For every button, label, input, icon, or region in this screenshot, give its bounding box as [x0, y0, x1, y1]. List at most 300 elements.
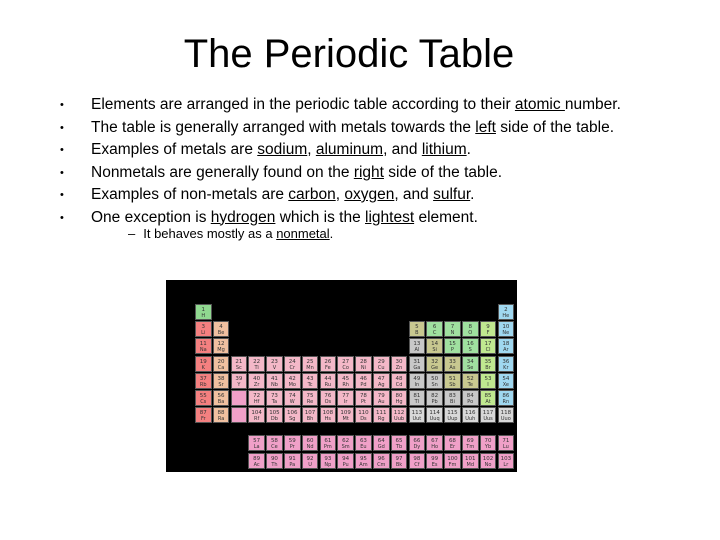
atomic-number: 39 [235, 375, 243, 382]
atomic-number: 25 [306, 358, 314, 365]
atomic-number: 82 [431, 393, 439, 399]
atomic-number: 40 [253, 375, 261, 382]
atomic-number: 74 [288, 393, 296, 399]
atomic-number: 75 [306, 393, 314, 399]
element-symbol: Mo [288, 381, 296, 388]
atomic-number: 70 [484, 438, 492, 445]
atomic-number: 32 [431, 358, 439, 365]
element-cell-p [444, 338, 461, 354]
element-cell-uuo [498, 407, 515, 423]
atomic-number: 94 [342, 455, 350, 462]
element-symbol: In [414, 381, 420, 388]
sub-bullet-marker: – [128, 226, 136, 241]
element-symbol: Ce [271, 444, 278, 451]
element-symbol: W [289, 399, 295, 405]
element-symbol: Rn [502, 399, 510, 405]
element-cell-zr [248, 373, 265, 389]
element-symbol: Ne [502, 330, 510, 337]
bullet-item [0, 117, 720, 139]
atomic-number: 95 [359, 455, 367, 462]
element-cell-cr [284, 356, 301, 372]
element-symbol: V [272, 364, 277, 371]
element-symbol: As [449, 364, 456, 371]
element-cell-be [213, 321, 230, 337]
element-cell-rh [337, 373, 354, 389]
element-symbol: Pu [342, 461, 349, 468]
atomic-number: 85 [484, 393, 492, 399]
atomic-number: 55 [199, 393, 207, 399]
atomic-number: 49 [413, 375, 421, 382]
element-cell-pd [355, 373, 372, 389]
element-cell-o [462, 321, 479, 337]
element-cell-uut [409, 407, 426, 423]
atomic-number: 106 [287, 410, 298, 417]
element-symbol: Fm [448, 461, 457, 468]
element-cell-tl [409, 390, 426, 406]
element-cell-dy [409, 435, 426, 451]
element-cell-eu [355, 435, 372, 451]
atomic-number: 38 [217, 375, 225, 382]
element-cell-xe [498, 373, 515, 389]
element-cell-rg [373, 407, 390, 423]
element-symbol: C [432, 330, 437, 337]
atomic-number: 110 [358, 410, 369, 417]
element-symbol: Cl [485, 347, 491, 354]
element-symbol: Y [237, 381, 241, 388]
element-cell-po [462, 390, 479, 406]
element-symbol: Am [359, 461, 368, 468]
element-symbol: Kr [503, 364, 509, 371]
text-segment: side of the table. [495, 118, 615, 136]
text-segment: . [470, 186, 475, 203]
element-symbol: Pb [431, 399, 438, 405]
element-symbol: Tb [395, 444, 403, 451]
bullet-marker: • [60, 211, 64, 224]
atomic-number: 19 [199, 358, 207, 365]
element-cell-ce [266, 435, 283, 451]
element-cell-uus [480, 407, 497, 423]
atomic-number: 59 [288, 438, 296, 445]
element-cell-ra [213, 407, 230, 423]
element-cell-mg [213, 338, 230, 354]
element-cell-cm [373, 453, 390, 469]
atomic-number: 86 [502, 393, 510, 399]
element-cell-v [266, 356, 283, 372]
bullet-item [0, 162, 720, 184]
element-symbol: Cm [377, 461, 386, 468]
atomic-number: 9 [486, 324, 490, 331]
underlined-term: left [475, 118, 496, 136]
element-symbol: Uuh [465, 416, 476, 423]
atomic-number: 20 [217, 358, 225, 365]
element-cell-lu [498, 435, 515, 451]
atomic-number: 72 [253, 393, 261, 399]
element-cell-ca [213, 356, 230, 372]
atomic-number: 58 [270, 438, 278, 445]
element-symbol: Po [467, 399, 474, 405]
element-symbol: Te [467, 381, 473, 388]
underlined-term: nonmetal [276, 226, 330, 241]
atomic-number: 78 [359, 393, 367, 399]
atomic-number: 63 [359, 438, 367, 445]
element-cell-at [480, 390, 497, 406]
atomic-number: 99 [431, 455, 439, 462]
element-symbol: Pm [323, 444, 332, 451]
element-symbol: Sb [449, 381, 456, 388]
atomic-number: 71 [502, 438, 510, 445]
atomic-number: 62 [342, 438, 350, 445]
atomic-number: 3 [201, 324, 205, 331]
element-cell-cs [195, 390, 212, 406]
element-symbol: Sm [341, 444, 350, 451]
atomic-number: 34 [466, 358, 474, 365]
element-cell-sc [231, 356, 248, 372]
element-symbol: Eu [360, 444, 367, 451]
element-symbol: Rb [199, 381, 207, 388]
element-cell-y [231, 373, 248, 389]
element-symbol: Mt [342, 416, 349, 423]
element-cell-pt [355, 390, 372, 406]
atomic-number: 109 [340, 410, 351, 417]
element-symbol: Se [467, 364, 474, 371]
element-symbol: B [415, 330, 419, 337]
element-cell-w [284, 390, 301, 406]
element-cell-os [320, 390, 337, 406]
element-cell-cl [480, 338, 497, 354]
element-cell-tm [462, 435, 479, 451]
element-symbol: Np [324, 461, 332, 468]
atomic-number: 102 [482, 455, 494, 462]
element-symbol: Bh [306, 416, 314, 423]
bullet-marker: • [60, 99, 64, 111]
atomic-number: 111 [376, 410, 387, 417]
element-cell-sb [444, 373, 461, 389]
element-symbol: Tl [414, 399, 420, 405]
atomic-number: 4 [219, 324, 223, 331]
atomic-number: 33 [448, 358, 456, 365]
element-symbol: Al [414, 347, 420, 354]
atomic-number: 108 [322, 410, 334, 417]
element-symbol: Ni [360, 364, 366, 371]
element-cell-hs [320, 407, 337, 423]
element-cell-zn [391, 356, 408, 372]
element-symbol: Fr [200, 416, 206, 423]
element-cell-ru [320, 373, 337, 389]
atomic-number: 37 [199, 375, 207, 382]
element-cell-pr [284, 435, 301, 451]
element-symbol: Uus [483, 416, 493, 423]
text-segment: Elements are arranged in the periodic table according to their [91, 96, 515, 113]
element-symbol: Th [271, 461, 278, 468]
atomic-number: 107 [304, 410, 316, 417]
element-cell-gd [373, 435, 390, 451]
element-symbol: Ga [413, 364, 421, 371]
element-cell-c [426, 321, 443, 337]
atomic-number: 115 [447, 410, 458, 417]
element-symbol: U [308, 461, 312, 468]
atomic-number: 117 [482, 410, 494, 417]
atomic-number: 90 [270, 455, 278, 462]
atomic-number: 113 [411, 410, 423, 417]
element-symbol: Ru [324, 381, 332, 388]
element-symbol: Na [199, 347, 207, 354]
element-cell-s [462, 338, 479, 354]
element-symbol: S [468, 347, 472, 354]
element-cell-br [480, 356, 497, 372]
text-segment: The table is generally arranged with metals towards the [91, 118, 476, 136]
element-cell-ac [248, 453, 265, 469]
atomic-number: 87 [199, 410, 207, 417]
element-cell-li [195, 321, 212, 337]
element-symbol: Lr [503, 461, 509, 468]
underlined-term: hydrogen [210, 208, 276, 226]
underlined-term: lithium [421, 141, 467, 158]
text-segment: One exception is [91, 208, 211, 226]
element-symbol: La [253, 444, 260, 451]
atomic-number: 50 [431, 375, 439, 382]
element-symbol: F [486, 330, 490, 337]
element-cell-pa [284, 453, 301, 469]
text-segment: side of the table. [383, 163, 503, 181]
bullet-marker: • [60, 166, 64, 179]
atomic-number: 44 [324, 375, 332, 382]
bullet-item [0, 139, 720, 161]
element-symbol: Zn [395, 364, 403, 371]
atomic-number: 53 [484, 375, 492, 382]
element-cell-i [480, 373, 497, 389]
atomic-number: 26 [324, 358, 332, 365]
atomic-number: 51 [448, 375, 456, 382]
underlined-term: lightest [365, 208, 415, 226]
element-cell-uup [444, 407, 461, 423]
text-segment: It behaves mostly as a [143, 226, 277, 241]
element-symbol: Fe [325, 364, 331, 371]
underlined-term: aluminum [315, 141, 384, 158]
element-symbol: Pa [289, 461, 296, 468]
atomic-number: 93 [324, 455, 332, 462]
element-cell-pm [320, 435, 337, 451]
atomic-number: 116 [465, 410, 476, 417]
atomic-number: 97 [395, 455, 403, 462]
element-symbol: Ac [253, 461, 260, 468]
atomic-number: 73 [270, 393, 278, 399]
atomic-number: 80 [395, 393, 403, 399]
bullet-marker: • [60, 121, 64, 134]
atomic-number: 42 [288, 375, 296, 382]
element-symbol: Br [485, 364, 491, 371]
element-symbol: Nb [270, 381, 278, 388]
element-cell-bi [444, 390, 461, 406]
atomic-number: 17 [484, 341, 492, 348]
element-symbol: Cu [377, 364, 385, 371]
element-symbol: Ge [431, 364, 439, 371]
element-cell-db [266, 407, 283, 423]
element-symbol: Lu [502, 444, 509, 451]
element-cell-n [444, 321, 461, 337]
atomic-number: 12 [217, 341, 225, 348]
atomic-number: 6 [432, 324, 437, 331]
element-symbol: Ag [377, 381, 385, 388]
element-cell-rf [248, 407, 265, 423]
element-cell-ba [213, 390, 230, 406]
underlined-term: right [353, 163, 384, 181]
element-cell-th [266, 453, 283, 469]
element-symbol: Co [342, 364, 349, 371]
element-symbol: Uuo [500, 416, 511, 423]
atomic-number: 31 [413, 358, 421, 365]
element-cell-si [426, 338, 443, 354]
atomic-number: 91 [288, 455, 296, 462]
element-symbol: Pt [360, 399, 366, 405]
element-symbol: Cf [414, 461, 420, 468]
element-symbol: Rh [342, 381, 349, 388]
element-symbol: Ir [343, 399, 348, 405]
atomic-number: 57 [253, 438, 261, 445]
element-cell-er [444, 435, 461, 451]
element-symbol: Mn [306, 364, 314, 371]
bullet-marker: • [60, 189, 64, 201]
element-cell-am [355, 453, 372, 469]
element-symbol: P [450, 347, 454, 354]
atomic-number: 84 [466, 393, 474, 399]
element-symbol: Os [324, 399, 332, 405]
element-symbol: Ho [431, 444, 439, 451]
text-segment: , and [383, 141, 422, 158]
element-cell-uub [391, 407, 408, 423]
element-symbol: Rf [254, 416, 260, 423]
atomic-number: 66 [413, 438, 421, 445]
element-cell-he [498, 304, 515, 320]
element-cell-se [462, 356, 479, 372]
bullet-text [91, 94, 621, 116]
atomic-number: 14 [431, 341, 439, 348]
atomic-number: 76 [324, 393, 332, 399]
atomic-number: 23 [270, 358, 278, 365]
atomic-number: 8 [468, 324, 472, 331]
element-cell-mn [302, 356, 319, 372]
element-cell-re [302, 390, 319, 406]
text-segment: , [307, 141, 316, 158]
element-symbol: O [468, 330, 473, 337]
element-cell-ni [355, 356, 372, 372]
element-symbol: Tm [466, 444, 475, 451]
element-symbol: Si [432, 347, 437, 354]
element-cell-pb [426, 390, 443, 406]
bullet-text [91, 117, 614, 139]
atomic-number: 28 [359, 358, 367, 365]
series-placeholder-cell [231, 407, 248, 423]
element-cell-ag [373, 373, 390, 389]
element-symbol: Hg [395, 399, 403, 405]
element-symbol: Pr [289, 444, 295, 451]
element-cell-ne [498, 321, 515, 337]
element-cell-ar [498, 338, 515, 354]
atomic-number: 13 [413, 341, 421, 348]
element-cell-nd [302, 435, 319, 451]
element-cell-ir [337, 390, 354, 406]
bullet-marker: • [60, 144, 64, 156]
atomic-number: 2 [504, 307, 508, 313]
atomic-number: 35 [484, 358, 492, 365]
text-segment: Examples of non-metals are [91, 186, 289, 203]
text-segment: , [335, 186, 345, 203]
element-symbol: Uuq [429, 416, 440, 423]
element-symbol: Cr [289, 364, 296, 371]
element-cell-fe [320, 356, 337, 372]
atomic-number: 46 [359, 375, 367, 382]
atomic-number: 105 [269, 410, 280, 417]
element-cell-na [195, 338, 212, 354]
element-symbol: Uub [394, 416, 405, 423]
atomic-number: 7 [450, 324, 455, 331]
element-cell-tc [302, 373, 319, 389]
element-cell-np [320, 453, 337, 469]
element-symbol: I [487, 381, 489, 388]
element-cell-b [409, 321, 426, 337]
atomic-number: 11 [199, 341, 207, 348]
element-cell-u [302, 453, 319, 469]
atomic-number: 52 [466, 375, 474, 382]
atomic-number: 45 [342, 375, 350, 382]
element-cell-es [426, 453, 443, 469]
element-symbol: Re [306, 399, 314, 405]
atomic-number: 1 [201, 307, 205, 313]
element-symbol: Es [431, 461, 438, 468]
element-symbol: Li [201, 330, 206, 337]
element-cell-ta [266, 390, 283, 406]
element-cell-kr [498, 356, 515, 372]
element-symbol: At [485, 399, 491, 405]
underlined-term: oxygen [344, 186, 395, 203]
element-cell-fr [195, 407, 212, 423]
atomic-number: 104 [251, 410, 262, 417]
element-symbol: Pd [360, 381, 367, 388]
underlined-term: sodium [257, 141, 308, 158]
atomic-number: 118 [500, 410, 512, 417]
atomic-number: 60 [306, 438, 314, 445]
element-cell-hf [248, 390, 265, 406]
element-cell-cd [391, 373, 408, 389]
atomic-number: 81 [413, 393, 421, 399]
element-symbol: Er [449, 444, 456, 451]
element-cell-pu [337, 453, 354, 469]
page-title: The Periodic Table [183, 32, 515, 76]
atomic-number: 88 [217, 410, 225, 417]
atomic-number: 103 [500, 455, 512, 462]
element-symbol: Sg [289, 416, 296, 423]
element-symbol: Ca [217, 364, 225, 371]
element-cell-in [409, 373, 426, 389]
element-cell-f [480, 321, 497, 337]
atomic-number: 112 [393, 410, 405, 417]
element-symbol: He [502, 313, 510, 319]
underlined-term: sulfur [433, 186, 471, 203]
atomic-number: 64 [377, 438, 385, 445]
atomic-number: 43 [306, 375, 314, 382]
element-symbol: Ar [503, 347, 509, 354]
atomic-number: 10 [502, 324, 510, 331]
element-symbol: Rg [377, 416, 385, 423]
atomic-number: 67 [431, 438, 439, 445]
element-cell-cf [409, 453, 426, 469]
element-cell-cu [373, 356, 390, 372]
atomic-number: 83 [448, 393, 456, 399]
text-segment: element. [414, 208, 478, 226]
atomic-number: 98 [413, 455, 421, 462]
element-symbol: Sn [431, 381, 438, 388]
atomic-number: 48 [395, 375, 403, 382]
atomic-number: 65 [395, 438, 403, 445]
